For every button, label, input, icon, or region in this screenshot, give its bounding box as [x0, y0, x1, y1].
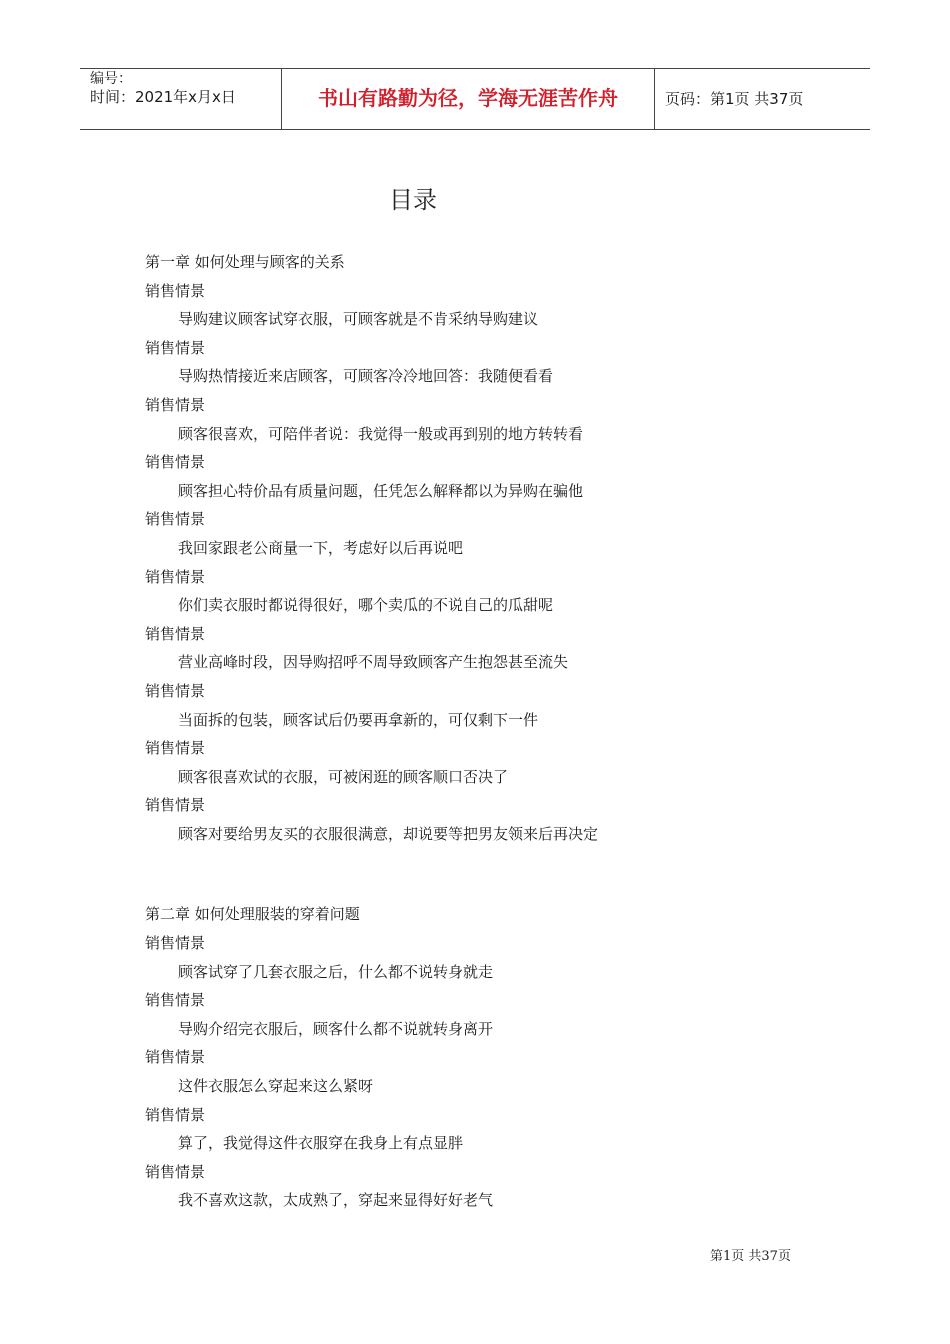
section-entry: 你们卖衣服时都说得很好，哪个卖瓜的不说自己的瓜甜呢	[178, 596, 554, 615]
chapter-gap	[145, 848, 845, 900]
section-label: 销售情景	[145, 739, 206, 758]
section-label: 销售情景	[145, 934, 206, 953]
section-entry: 营业高峰时段，因导购招呼不周导致顾客产生抱怨甚至流失	[178, 653, 569, 672]
section-entry: 顾客试穿了几套衣服之后，什么都不说转身就走	[178, 962, 494, 981]
section-label: 销售情景	[145, 510, 206, 529]
section-label: 销售情景	[145, 1162, 206, 1181]
section-label: 销售情景	[145, 1048, 206, 1067]
page-info: 页码：第1页 共37页	[665, 90, 804, 108]
header-page-cell	[655, 69, 870, 129]
section-label: 销售情景	[145, 338, 206, 357]
section-label: 销售情景	[145, 395, 206, 414]
header-motto-cell	[282, 69, 655, 129]
section-label: 销售情景	[145, 624, 206, 643]
time-label: 时间：2021年x月x日	[90, 88, 236, 106]
section-entry: 导购介绍完衣服后，顾客什么都不说就转身离开	[178, 1019, 494, 1038]
section-label: 销售情景	[145, 281, 206, 300]
section-entry: 我不喜欢这款，太成熟了，穿起来显得好好老气	[178, 1191, 494, 1210]
section-entry: 顾客对要给男友买的衣服很满意，却说要等把男友领来后再决定	[178, 824, 599, 843]
section-label: 销售情景	[145, 796, 206, 815]
section-entry: 顾客很喜欢试的衣服，可被闲逛的顾客顺口否决了	[178, 767, 509, 786]
section-entry: 导购热情接近来店顾客，可顾客冷冷地回答：我随便看看	[178, 367, 554, 386]
section-entry: 顾客很喜欢，可陪伴者说：我觉得一般或再到别的地方转转看	[178, 424, 584, 443]
section-label: 销售情景	[145, 991, 206, 1010]
document-title: 目录	[389, 186, 437, 214]
chapter-heading: 第一章 如何处理与顾客的关系	[145, 253, 345, 271]
section-entry: 当面拆的包装，顾客试后仍要再拿新的，可仅剩下一件	[178, 710, 539, 729]
table-of-contents	[145, 248, 845, 1215]
section-entry: 算了，我觉得这件衣服穿在我身上有点显胖	[178, 1134, 464, 1153]
page-header	[80, 68, 870, 130]
number-label: 编号：	[90, 71, 132, 87]
section-label: 销售情景	[145, 681, 206, 700]
header-meta-cell	[80, 69, 282, 129]
section-entry: 顾客担心特价品有质量问题，任凭怎么解释都以为异购在骗他	[178, 481, 584, 500]
section-entry: 我回家跟老公商量一下，考虑好以后再说吧	[178, 538, 464, 557]
section-label: 销售情景	[145, 1105, 206, 1124]
page-footer: 第1页 共37页	[710, 1249, 791, 1264]
chapter-heading: 第二章 如何处理服装的穿着问题	[145, 905, 360, 924]
section-label: 销售情景	[145, 453, 206, 472]
motto: 书山有路勤为径，学海无涯苦作舟	[318, 86, 618, 110]
section-label: 销售情景	[145, 567, 206, 586]
section-entry: 导购建议顾客试穿衣服，可顾客就是不肯采纳导购建议	[178, 310, 539, 329]
section-entry: 这件衣服怎么穿起来这么紧呀	[178, 1077, 374, 1096]
